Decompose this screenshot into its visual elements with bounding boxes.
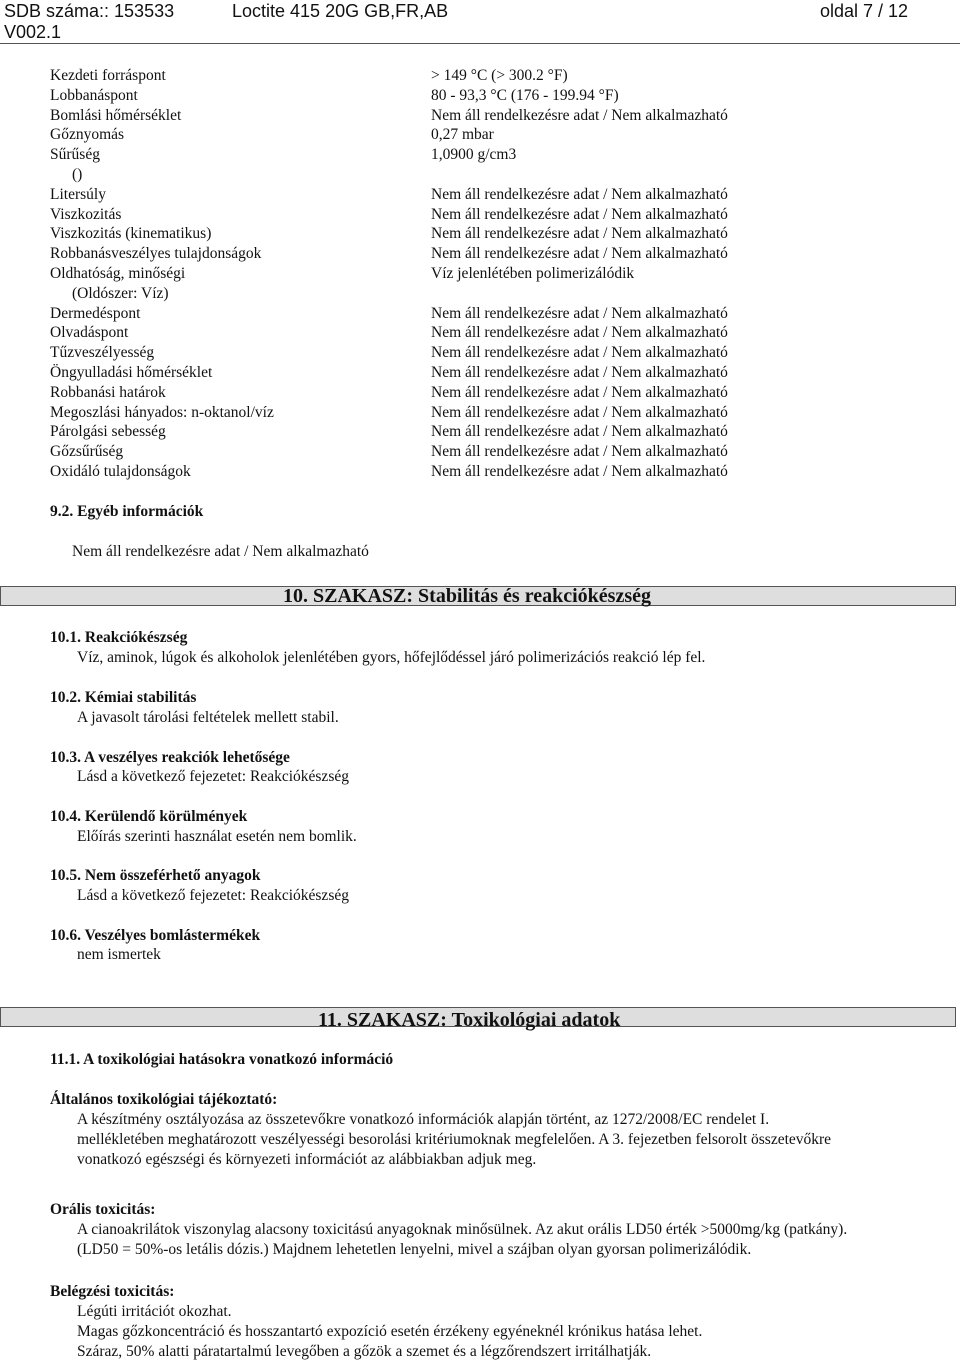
properties-table — [50, 66, 930, 482]
property-label: Viszkozitás — [50, 205, 122, 223]
oral-tox-line: A cianoakrilátok viszonylag alacsony toxicitású anyagoknak minősülnek. Az akut orális LD50 érték >5000mg/kg (patkány). — [77, 1221, 848, 1238]
section-11-title: 11. SZAKASZ: Toxikológiai adatok — [318, 1009, 621, 1031]
property-row — [50, 323, 930, 343]
property-row — [50, 185, 930, 205]
section-10-6-text: nem ismertek — [77, 946, 161, 963]
property-value: Nem áll rendelkezésre adat / Nem alkalmazható — [431, 225, 728, 243]
property-value: Nem áll rendelkezésre adat / Nem alkalmazható — [431, 423, 728, 441]
oral-tox-line: (LD50 = 50%-os letális dózis.) Majdnem lehetetlen lenyelni, mivel a szájban olyan gyorsan polimerizálódik. — [77, 1241, 752, 1258]
property-label: Gőzsűrűség — [50, 443, 124, 461]
property-value: 80 - 93,3 °C (176 - 199.94 °F) — [431, 86, 619, 104]
property-label: Viszkozitás (kinematikus) — [50, 225, 212, 243]
property-row — [50, 224, 930, 244]
section-10-5-text: Lásd a következő fejezetet: Reakciókészség — [77, 887, 349, 904]
property-value: Nem áll rendelkezésre adat / Nem alkalmazható — [431, 185, 728, 203]
inhal-tox-line: Magas gőzkoncentráció és hosszantartó expozíció esetén érzékeny egyéneknél krónikus hatása lehet. — [77, 1323, 703, 1340]
property-row — [50, 264, 930, 284]
property-value: Nem áll rendelkezésre adat / Nem alkalmazható — [431, 383, 728, 401]
section-10-1-heading: 10.1. Reakciókészség — [50, 629, 188, 646]
oral-tox-heading: Orális toxicitás: — [50, 1201, 156, 1218]
property-label: Litersúly — [50, 185, 106, 203]
property-label: Gőznyomás — [50, 126, 125, 144]
property-row — [50, 205, 930, 225]
header-divider — [0, 43, 960, 44]
general-tox-line: A készítmény osztályozása az összetevőkre vonatkozó információk alapján történt, az 1272/2008/EC rendelet I. — [77, 1111, 770, 1128]
property-row — [50, 165, 930, 185]
property-value: Nem áll rendelkezésre adat / Nem alkalmazható — [431, 304, 728, 322]
property-label: Robbanásveszélyes tulajdonságok — [50, 245, 262, 263]
property-value: Nem áll rendelkezésre adat / Nem alkalmazható — [431, 403, 728, 421]
property-label: Kezdeti forráspont — [50, 67, 166, 84]
version: V002.1 — [4, 22, 62, 42]
section-9-2-text: Nem áll rendelkezésre adat / Nem alkalmazható — [72, 543, 369, 560]
section-10-6-heading: 10.6. Veszélyes bomlástermékek — [50, 927, 261, 944]
inhal-tox-line: Száraz, 50% alatti páratartalmú levegőben a gőzök a szemet és a légzőrendszert irritálhatják. — [77, 1343, 652, 1360]
property-value: 0,27 mbar — [431, 126, 494, 144]
section-10-4-heading: 10.4. Kerülendő körülmények — [50, 808, 248, 825]
property-label: () — [72, 165, 83, 183]
section-10-1-text: Víz, aminok, lúgok és alkoholok jelenlétében gyors, hőfejlődéssel járó polimerizációs reakció lép fel. — [77, 649, 706, 666]
property-value: 1,0900 g/cm3 — [431, 146, 517, 164]
property-row — [50, 244, 930, 264]
section-10-title: 10. SZAKASZ: Stabilitás és reakciókészség — [283, 585, 651, 607]
property-label: Dermedéspont — [50, 304, 141, 322]
page-number: oldal 7 / 12 — [820, 1, 909, 21]
section-9-2-heading: 9.2. Egyéb információk — [50, 503, 204, 520]
section-10-4-text: Előírás szerinti használat esetén nem bomlik. — [77, 828, 357, 845]
property-label: Robbanási határok — [50, 383, 166, 401]
general-tox-line: mellékletében meghatározott veszélyességi besorolási kritériumoknak megfelelően. A 3. fejezetben felsorolt összetevőkre — [77, 1131, 832, 1148]
property-row — [50, 363, 930, 383]
property-row — [50, 343, 930, 363]
property-value: Nem áll rendelkezésre adat / Nem alkalmazható — [431, 106, 728, 124]
property-row — [50, 106, 930, 126]
property-row — [50, 145, 930, 165]
property-row — [50, 422, 930, 442]
section-10-3-heading: 10.3. A veszélyes reakciók lehetősége — [50, 749, 290, 766]
inhal-tox-heading: Belégzési toxicitás: — [50, 1283, 175, 1300]
property-label: Oxidáló tulajdonságok — [50, 462, 191, 480]
property-row — [50, 86, 930, 106]
inhal-tox-line: Légúti irritációt okozhat. — [77, 1303, 232, 1320]
property-value: Nem áll rendelkezésre adat / Nem alkalmazható — [431, 245, 728, 263]
sdb-number: SDB száma:: 153533 — [4, 1, 175, 21]
property-row — [50, 304, 930, 324]
property-row — [50, 66, 930, 86]
section-10-5-heading: 10.5. Nem összeférhető anyagok — [50, 867, 261, 884]
property-value: Nem áll rendelkezésre adat / Nem alkalmazható — [431, 363, 728, 381]
page-header — [0, 0, 960, 44]
general-tox-heading: Általános toxikológiai tájékoztató: — [50, 1091, 278, 1108]
property-label: Bomlási hőmérséklet — [50, 106, 182, 124]
section-10-2-text: A javasolt tárolási feltételek mellett stabil. — [77, 709, 339, 726]
property-value: Nem áll rendelkezésre adat / Nem alkalmazható — [431, 462, 728, 480]
property-value: > 149 °C (> 300.2 °F) — [431, 67, 568, 84]
product-name: Loctite 415 20G GB,FR,AB — [232, 1, 449, 21]
property-value: Nem áll rendelkezésre adat / Nem alkalmazható — [431, 205, 728, 223]
property-label: Öngyulladási hőmérséklet — [50, 363, 213, 381]
property-row — [50, 403, 930, 423]
property-label: (Oldószer: Víz) — [72, 284, 169, 302]
property-row — [50, 383, 930, 403]
property-value: Nem áll rendelkezésre adat / Nem alkalmazható — [431, 443, 728, 461]
section-11-1-heading: 11.1. A toxikológiai hatásokra vonatkozó információ — [50, 1051, 394, 1068]
property-label: Olvadáspont — [50, 324, 129, 342]
property-label: Oldhatóság, minőségi — [50, 264, 186, 282]
property-label: Megoszlási hányados: n-oktanol/víz — [50, 403, 274, 421]
property-value: Nem áll rendelkezésre adat / Nem alkalmazható — [431, 344, 728, 362]
property-row — [50, 462, 930, 482]
property-row — [50, 125, 930, 145]
property-label: Sűrűség — [50, 146, 100, 164]
property-label: Párolgási sebesség — [50, 423, 166, 441]
property-label: Lobbanáspont — [50, 86, 138, 104]
property-row — [50, 284, 930, 304]
property-value: Víz jelenlétében polimerizálódik — [431, 264, 635, 282]
property-row — [50, 442, 930, 462]
property-label: Tűzveszélyesség — [50, 344, 155, 362]
property-value: Nem áll rendelkezésre adat / Nem alkalmazható — [431, 324, 728, 342]
section-10-3-text: Lásd a következő fejezetet: Reakciókészség — [77, 768, 349, 785]
section-10-2-heading: 10.2. Kémiai stabilitás — [50, 689, 197, 706]
general-tox-line: vonatkozó egészségi és környezeti információt az alábbiakban adjuk meg. — [77, 1151, 537, 1168]
